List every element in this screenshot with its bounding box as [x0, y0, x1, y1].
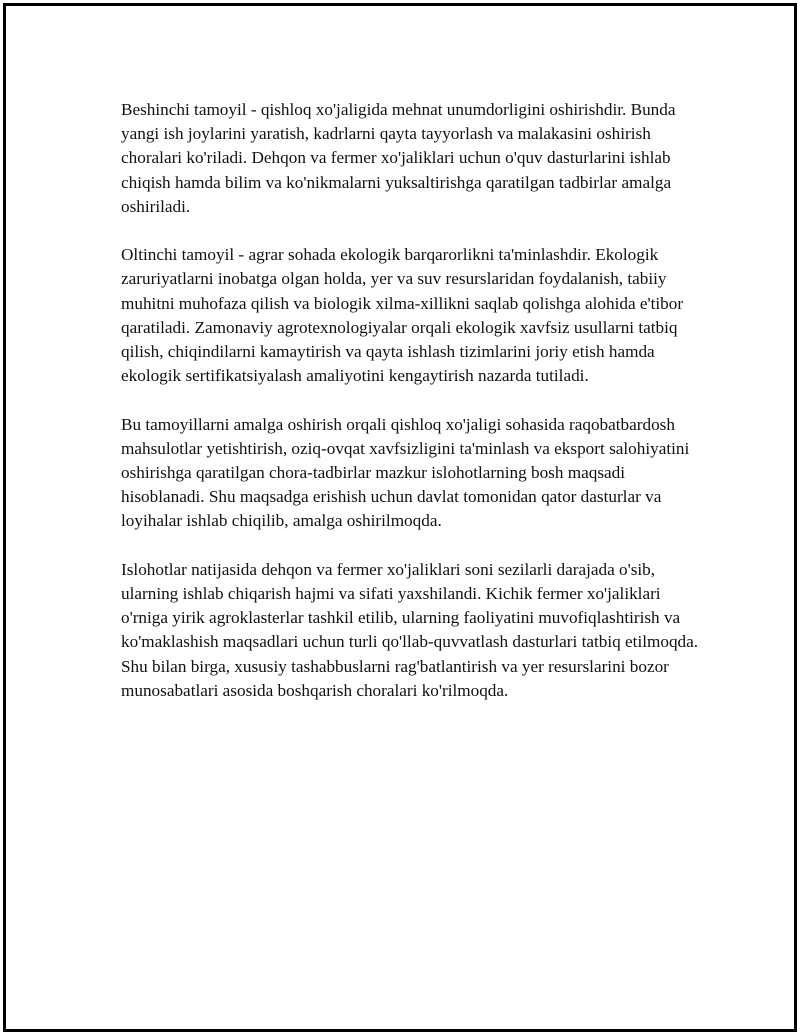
paragraph-implementation-goals: Bu tamoyillarni amalga oshirish orqali qishloq xo'jaligi sohasida raqobatbardosh mahsulotlar yetishtirish, oziq-ovqat xavfsizligini ta'minlash va eksport salohiyatini oshirishga qaratilgan chora-tadbirlar mazkur islohotlarning bosh maqsadi hisoblanadi. Shu maqsadga erishish uchun davlat tomonidan qator dasturlar va loyihalar ishlab chiqilib, amalga oshirilmoqda. [121, 414, 690, 531]
paragraph-sixth-principle: Oltinchi tamoyil - agrar sohada ekologik barqarorlikni ta'minlashdir. Ekologik zaruriyatlarni inobatga olgan holda, yer va suv resurslaridan foydalanish, tabiiy muhitni muhofaza qilish va biologik xilma-xillikni saqlab qolishga alohida e'tibor qaratiladi. Zamonaviy agrotexnologiyalar orqali ekologik xavfsiz usullarni tatbiq qilish, chiqindilarni kamaytirish va qayta ishlash tizimlarini joriy etish hamda ekologik sertifikatsiyalash amaliyotini kengaytirish nazarda tutiladi. [121, 245, 684, 386]
paragraph-reform-results: Islohotlar natijasida dehqon va fermer xo'jaliklari soni sezilarli darajada o'sib, ularning ishlab chiqarish hajmi va sifati yaxshilandi. Kichik fermer xo'jaliklari o'rniga yirik agroklasterlar tashkil etilib, ularning faoliyatini muvofiqlashtirish va ko'maklashish maqsadlari uchun turli qo'llab-quvvatlash dasturlari tatbiq etilmoqda. Shu bilan birga, xususiy tashabbuslarni rag'batlantirish va yer resurslarini bozor munosabatlari asosida boshqarish choralari ko'rilmoqda. [121, 559, 699, 700]
page-frame [3, 3, 797, 1032]
paragraph-fifth-principle: Beshinchi tamoyil - qishloq xo'jaligida mehnat unumdorligini oshirishdir. Bunda yangi ish joylarini yaratish, kadrlarni qayta tayyorlash va malakasini oshirish choralari ko'riladi. Dehqon va fermer xo'jaliklari uchun o'quv dasturlarini ishlab chiqish hamda bilim va ko'nikmalarni yuksaltirishga qaratilgan tadbirlar amalga oshiriladi. [121, 100, 676, 216]
document-body [121, 98, 701, 727]
